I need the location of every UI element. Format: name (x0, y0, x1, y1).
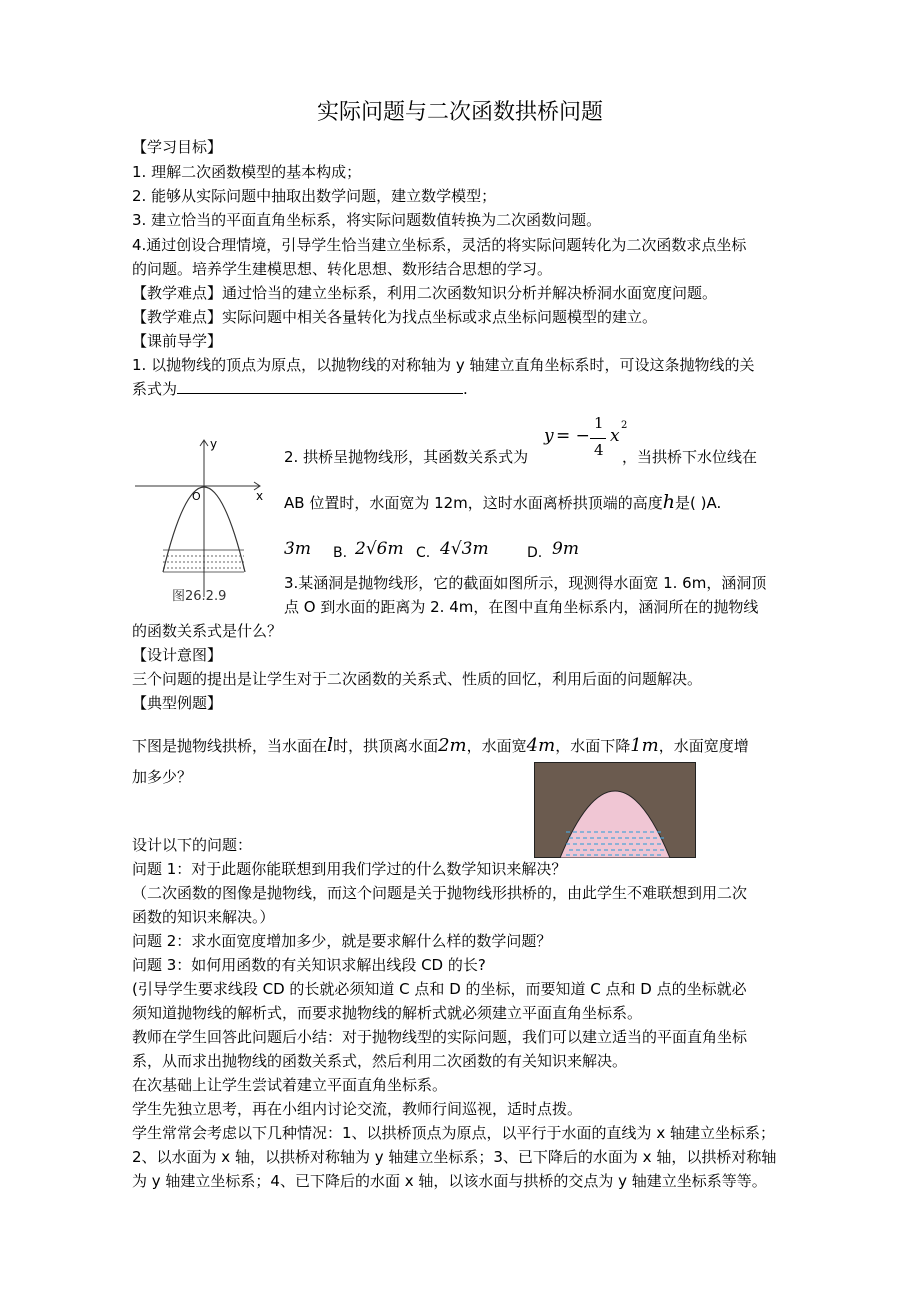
goals-header: 【学习目标】 (132, 138, 223, 156)
option-c-label: C. (416, 545, 431, 561)
question-3-line-3: 的函数关系式是什么？ (132, 622, 283, 640)
goal-item: 3. 建立恰当的平面直角坐标系，将实际问题数值转换为二次函数问题。 (132, 211, 602, 229)
option-d-label: D. (527, 545, 543, 561)
origin-label: O (192, 490, 201, 503)
body-line: 教师在学生回答此问题后小结：对于抛物线型的实际问题，我们可以建立适当的平面直角坐标 (132, 1028, 748, 1046)
goal-item: 的问题。培养学生建模思想、转化思想、数形结合思想的学习。 (132, 260, 553, 278)
option-c: 4√3m (440, 539, 489, 559)
body-line: 学生先独立思考，再在小组内讨论交流，教师行间巡视，适时点拨。 (132, 1100, 583, 1118)
body-line: 为 y 轴建立坐标系；4、已下降后的水面 x 轴，以该水面与拱桥的交点为 y 轴建立坐标系等等。 (132, 1172, 767, 1190)
question-3-line-2: 点 O 到水面的距离为 2. 4m，在图中直角坐标系内，涵洞所在的抛物线 (284, 598, 759, 616)
difficult-point: 【教学难点】实际问题中相关各量转化为找点坐标或求点坐标问题模型的建立。 (132, 308, 658, 326)
answer-blank (177, 379, 463, 394)
body-line: 学生常常会考虑以下几种情况：1、以拱桥顶点为原点，以平行于水面的直线为 x 轴建立坐标系； (132, 1124, 775, 1142)
goal-item: 4.通过创设合理情境，引导学生恰当建立坐标系，灵活的将实际问题转化为二次函数求点坐标 (132, 236, 747, 254)
body-line: （二次函数的图像是抛物线，而这个问题是关于抛物线形拱桥的，由此学生不难联想到用二次 (132, 884, 748, 902)
arch-bridge-figure (534, 762, 696, 858)
parabola-figure (130, 432, 280, 604)
question-1-line-1: 1. 以抛物线的顶点为原点，以抛物线的对称轴为 y 轴建立直角坐标系时，可设这条抛物线的关 (132, 356, 755, 374)
option-b-label: B. (333, 545, 348, 561)
body-line: 问题 3：如何用函数的有关知识求解出线段 CD 的长? (132, 956, 486, 974)
question-1-line-2: 系式为 . (132, 380, 468, 398)
body-line: 须知道抛物线的解析式，而要求抛物线的解析式就必须建立平面直角坐标系。 (132, 1004, 643, 1022)
goal-item: 2. 能够从实际问题中抽取出数学问题，建立数学模型； (132, 187, 497, 205)
key-point: 【教学难点】通过恰当的建立坐标系，利用二次函数知识分析并解决桥洞水面宽度问题。 (132, 284, 718, 302)
x-axis-label: x (256, 489, 264, 503)
body-line: 设计以下的问题： (132, 836, 253, 854)
function-formula: y = − 1 4 x 2 (544, 414, 628, 459)
option-d: 9m (552, 539, 579, 559)
design-header: 【设计意图】 (132, 646, 223, 664)
example-line-1: 下图是抛物线拱桥，当水面在l时，拱顶离水面2m，水面宽4m，水面下降1m，水面宽度增 (132, 734, 749, 756)
question-3-line-1: 3.某涵洞是抛物线形，它的截面如图所示，现测得水面宽 1. 6m，涵洞顶 (284, 574, 767, 592)
body-line: 系，从而求出抛物线的函数关系式，然后利用二次函数的有关知识来解决。 (132, 1052, 628, 1070)
body-line: 函数的知识来解决。） (132, 908, 275, 926)
y-axis-label: y (210, 437, 218, 451)
question-2-line-1: 2. 拱桥呈抛物线形，其函数关系式为 (284, 448, 529, 466)
preview-header: 【课前导学】 (132, 332, 223, 350)
figure-caption: 图26.2.9 (172, 589, 227, 604)
question-2-line-2: AB 位置时，水面宽为 12m，这时水面离桥拱顶端的高度h是( )A. (284, 491, 722, 513)
option-a: 3m (284, 539, 311, 559)
body-line: 问题 1：对于此题你能联想到用我们学过的什么数学知识来解决？ (132, 860, 567, 878)
option-b: 2√6m (355, 539, 404, 559)
example-header: 【典型例题】 (132, 694, 223, 712)
body-line: 2、以水面为 x 轴，以拱桥对称轴为 y 轴建立坐标系；3、已下降后的水面为 x 轴，以拱桥对称轴 (132, 1148, 777, 1166)
example-line-2: 加多少？ (132, 768, 193, 786)
design-text: 三个问题的提出是让学生对于二次函数的关系式、性质的回忆，利用后面的问题解决。 (132, 670, 703, 688)
goal-item: 1. 理解二次函数模型的基本构成； (132, 163, 362, 181)
body-line: 在次基础上让学生尝试着建立平面直角坐标系。 (132, 1076, 448, 1094)
body-line: 问题 2：求水面宽度增加多少，就是要求解什么样的数学问题？ (132, 932, 552, 950)
question-2-line-1-suffix: ，当拱桥下水位线在 (622, 448, 758, 466)
page-title: 实际问题与二次函数拱桥问题 (316, 100, 603, 125)
body-line: (引导学生要求线段 CD 的长就必须知道 C 点和 D 的坐标，而要知道 C 点和 D 点的坐标就必 (132, 980, 747, 998)
